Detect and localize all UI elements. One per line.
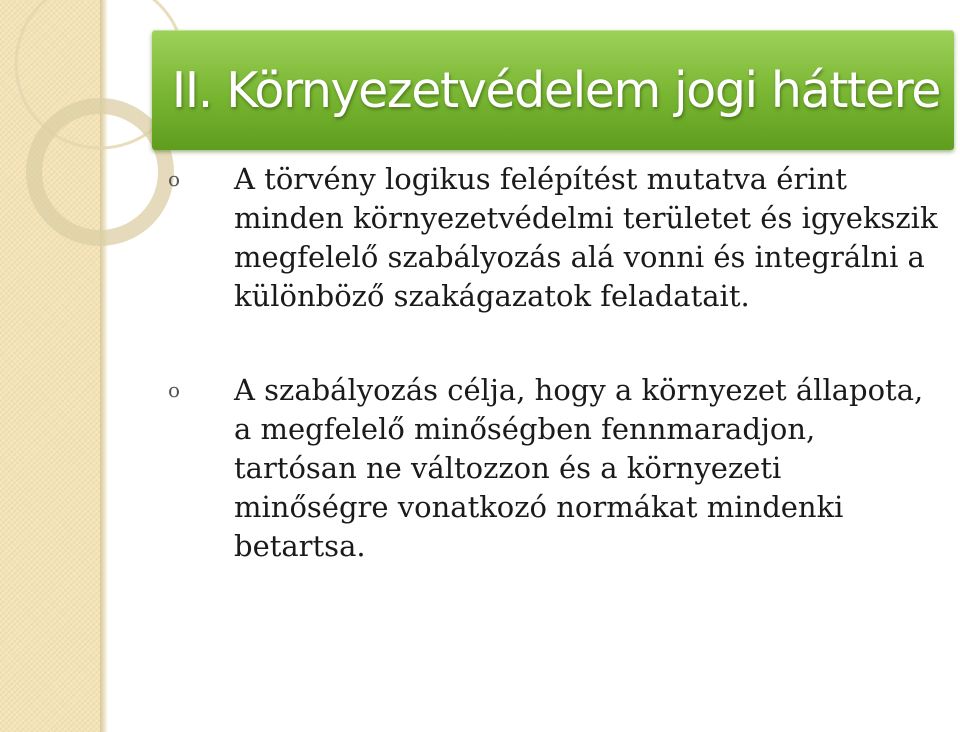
slide-title: II. Környezetvédelem jogi háttere [171, 61, 940, 119]
bullet-text: A törvény logikus felépítést mutatva érint minden környezetvédelmi területet és igyekszik megfelelő szabályozás alá vonni és integrálni a különböző szakágazatok feladatait. [234, 162, 938, 313]
bullet-text: A szabályozás célja, hogy a környezet állapota, a megfelelő minőségben fennmaradjon, tartósan ne változzon és a környezeti minőségre vonatkozó normákat mindenki betartsa. [234, 373, 924, 563]
bullet-item [168, 160, 948, 316]
bullet-circle-icon: o [168, 378, 181, 402]
content-area [168, 160, 948, 566]
bullet-item [168, 371, 948, 566]
decorative-circle-ring [34, 106, 166, 238]
bullet-circle-icon: o [168, 167, 181, 191]
title-bar [152, 30, 954, 150]
